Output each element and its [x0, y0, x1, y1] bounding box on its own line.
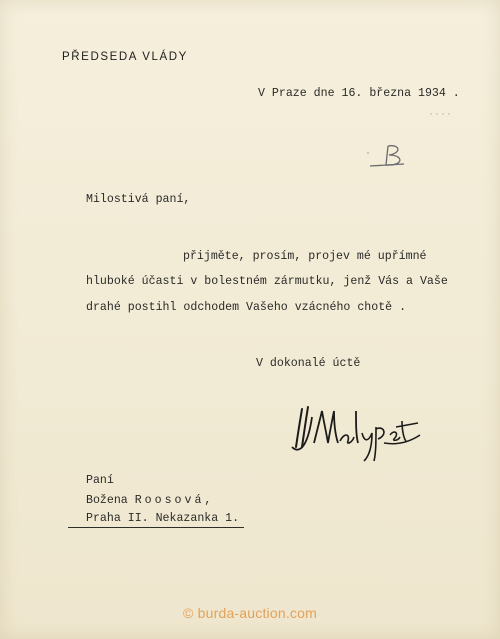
pencil-mark-b	[364, 140, 412, 172]
address-line-3: Praha II. Nekazanka 1.	[86, 512, 240, 525]
auction-watermark: © burda-auction.com	[183, 605, 317, 621]
recipient-surname: Roosová,	[134, 494, 215, 507]
date-line: V Praze dne 16. března 1934 .	[258, 87, 460, 100]
faint-marks	[428, 112, 452, 116]
closing: V dokonalé úctě	[256, 357, 361, 370]
recipient-first-name: Božena	[86, 494, 128, 507]
greeting: Milostivá paní,	[86, 193, 191, 206]
body-line-3: drahé postihl odchodem Vašeho vzácného chotě .	[86, 301, 407, 314]
body-line-2: hluboké účasti v bolestném zármutku, jenž Vás a Vaše	[86, 275, 448, 288]
address-line-2	[86, 494, 214, 507]
body-line-1: přijměte, prosím, projev mé upřímné	[183, 250, 427, 263]
handwritten-signature	[288, 397, 422, 465]
address-line-1: Paní	[86, 474, 114, 487]
address-underline	[68, 527, 244, 528]
letterhead-title: PŘEDSEDA VLÁDY	[62, 51, 188, 63]
